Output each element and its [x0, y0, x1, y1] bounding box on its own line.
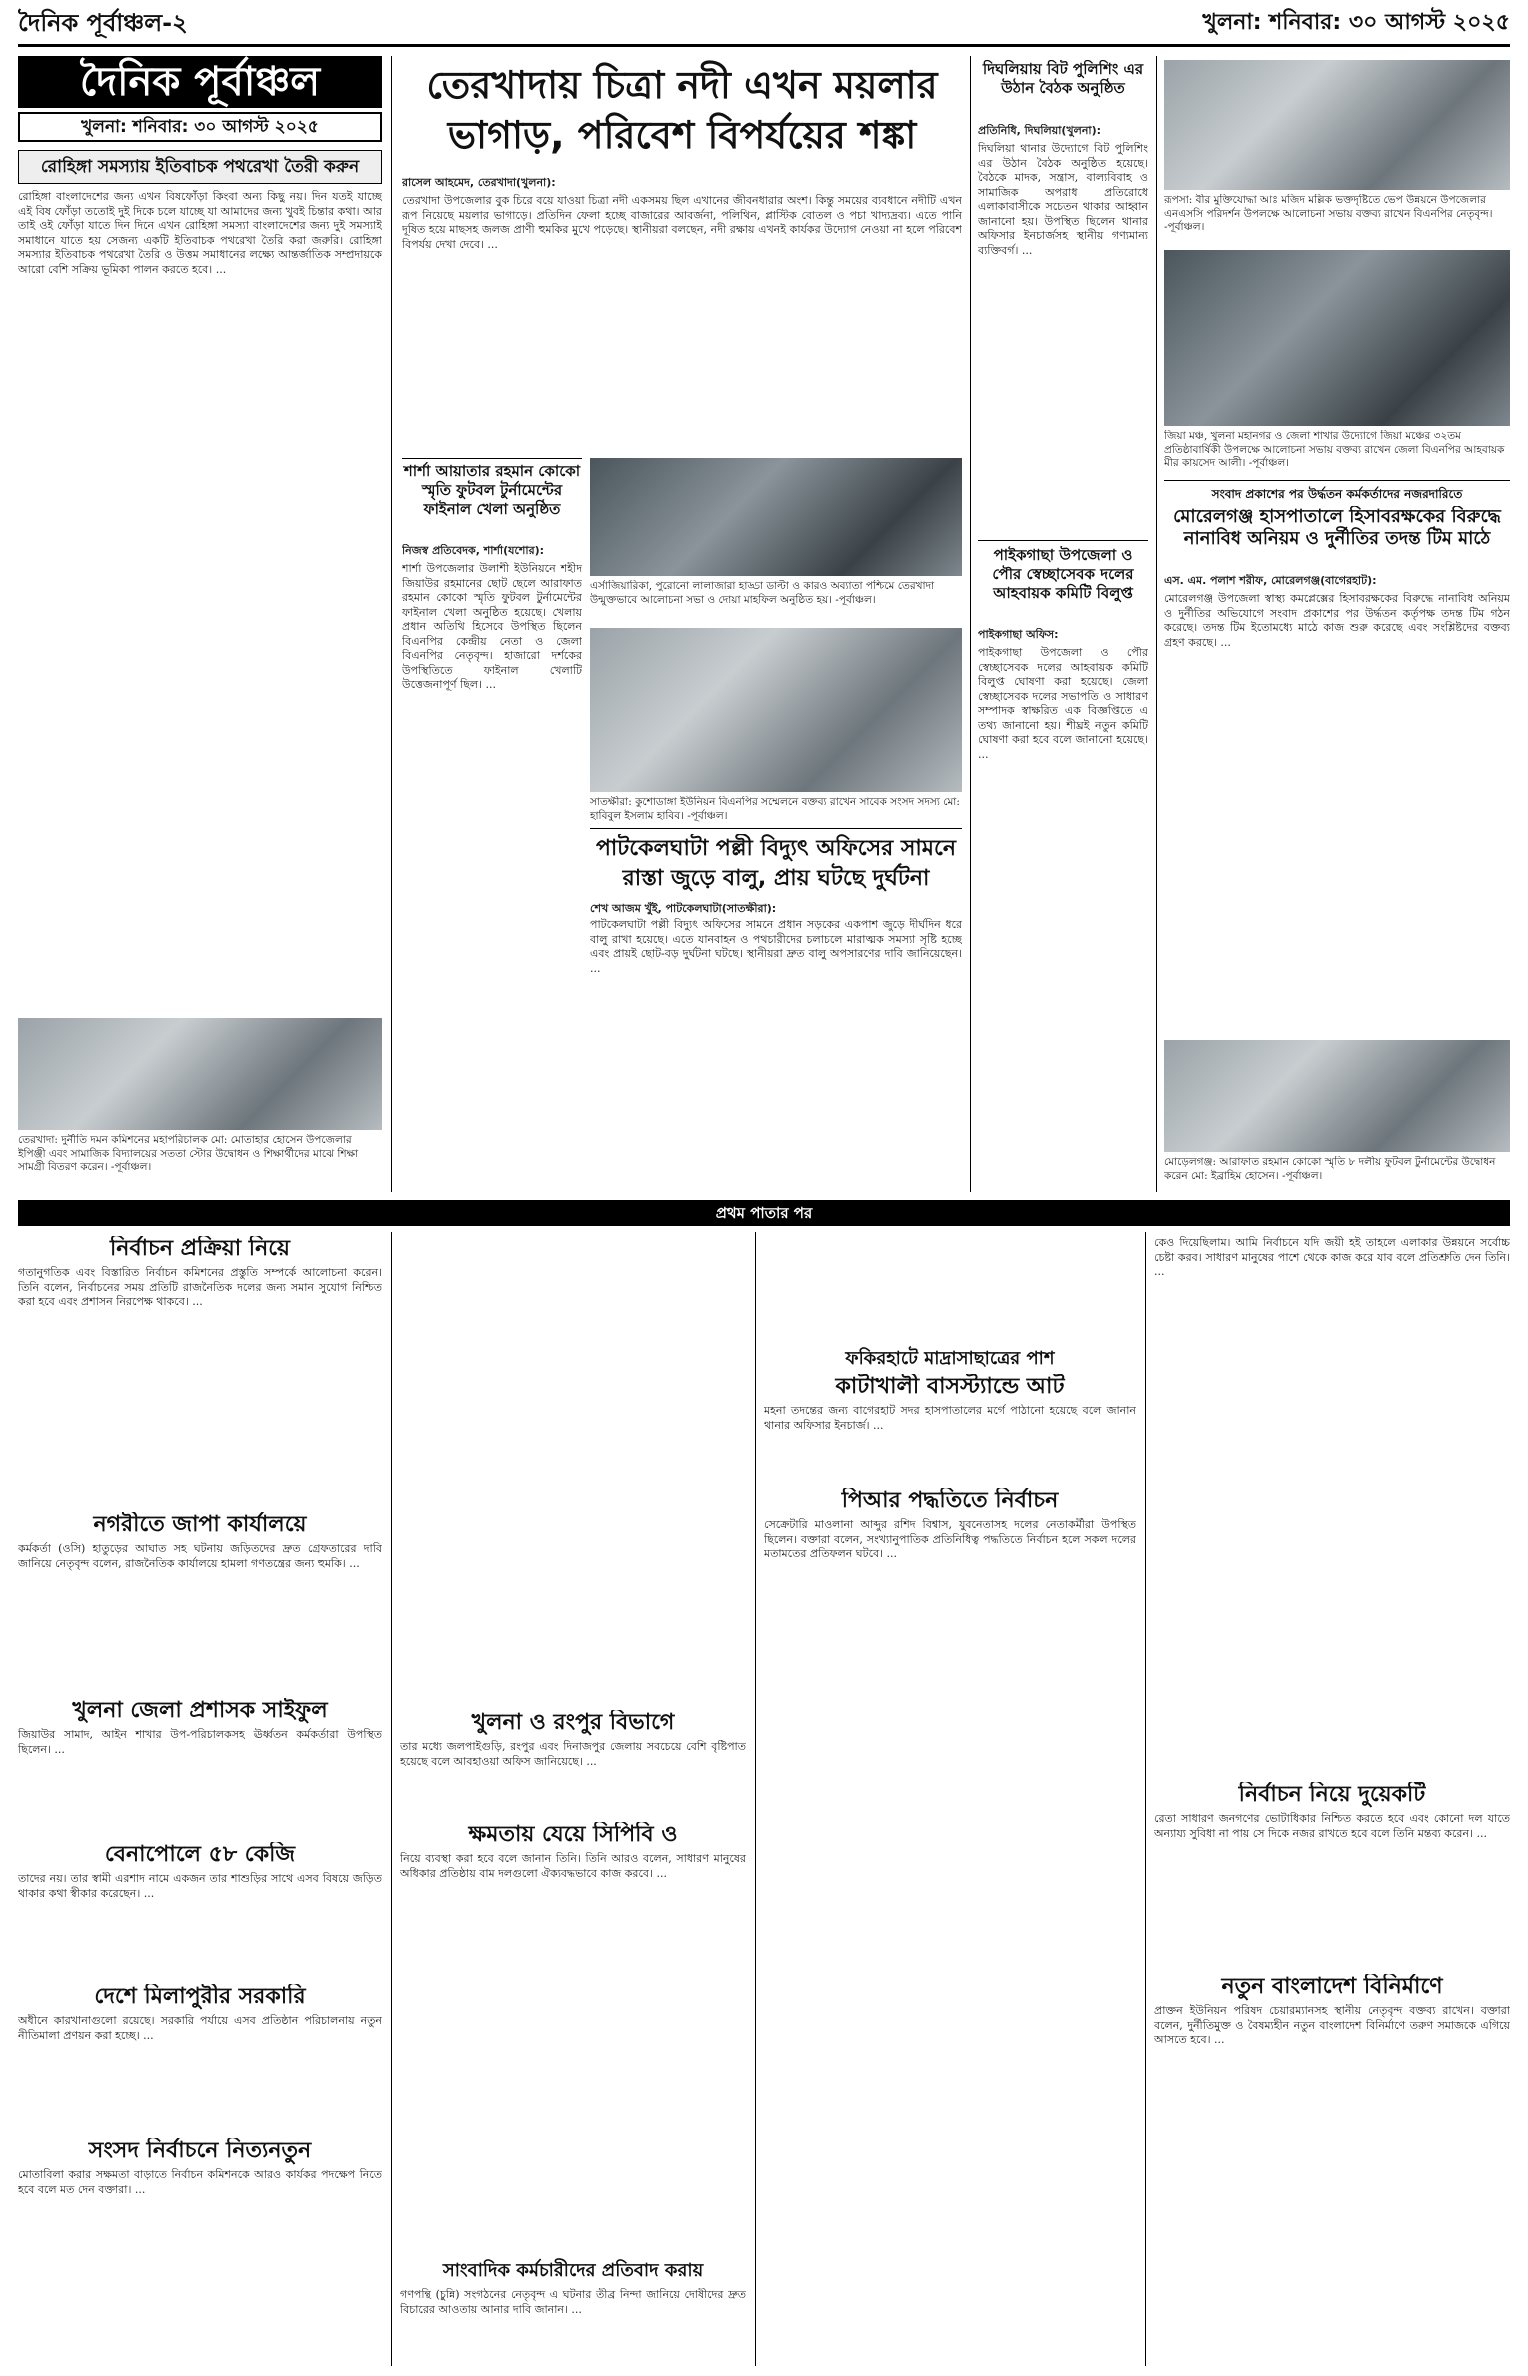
jump-parliament-body: মোতাবিলা করার সক্ষমতা বাড়াতে নির্বাচন কমিশনকে আরও কার্যকর পদক্ষেপ নিতে হবে বলে মত দেন বক্তারা। ...	[18, 2168, 382, 2196]
col-divider-2	[970, 56, 971, 1192]
hospital-body: মোরেলগঞ্জ উপজেলা স্বাস্থ্য কমপ্লেক্সের হিসাবরক্ষকের বিরুদ্ধে নানাবিধ অনিয়ম ও দুর্নীতির অভিযোগে সংবাদ প্রকাশের পর উর্দ্ধতন কর্তৃপক্ষ তদন্ত টিম গঠন করেছে। তদন্ত টিম ইতোমধ্যে মাঠে কাজ শুরু করেছে এবং সংশ্লিষ্টদের বক্তব্য গ্রহণ করছে। ...	[1164, 592, 1510, 649]
jump-parliament-headline: সংসদ নির্বাচনে নিত্যনতুন	[88, 2138, 312, 2163]
jump-cpb-body: নিয়ে ব্যবস্থা করা হবে বলে জানান তিনি। তিনি আরও বলেন, সাধারণ মানুষের অধিকার প্রতিষ্ঠায় বাম দলগুলো ঐক্যবদ্ধভাবে কাজ করবে। ...	[400, 1852, 746, 1880]
jump-journalist-body: গণপন্থি (চুন্নি) সংগঠনের নেতৃবৃন্দ এ ঘটনার তীব্র নিন্দা জানিয়ে দোষীদের দ্রুত বিচারের আওতায় আনার দাবি জানান। ...	[400, 2288, 746, 2316]
police-byline: প্রতিনিধি, দিঘলিয়া(খুলনা):	[978, 124, 1102, 137]
bridge-photo-caption: সাতক্ষীরা: কুশোডাঙ্গা ইউনিয়ন বিএনপির সম্মেলনে বক্তব্য রাখেন সাবেক সংসদ সদস্য মো: হাবিবুল ইসলাম হাবিব। -পূর্বাঞ্চল।	[590, 796, 960, 822]
jump-midnapur-headline: দেশে মিলাপুরীর সরকারি	[94, 1984, 306, 2009]
electric-headline: পাটকেলঘাটা পল্লী বিদ্যুৎ অফিসের সামনে রাস্তা জুড়ে বালু, প্রায় ঘটছে দুর্ঘটনা	[595, 836, 956, 891]
football-body-cont	[402, 896, 582, 1192]
jump-cycle-headline: খুলনা জেলা প্রশাসক সাইফুল	[72, 1698, 328, 1723]
hospital-rule	[1164, 480, 1510, 481]
electric-rule	[590, 828, 962, 829]
jump-fakirhat-headline: ফকিরহাটে মাদ্রাসাছাত্রের পাশ	[845, 1348, 1055, 1369]
paikgachha-headline: পাইকগাছা উপজেলা ও পৌর স্বেচ্ছাসেবক দলের আহবায়ক কমিটি বিলুপ্ত	[992, 546, 1134, 602]
paikgachha-body: পাইকগাছা উপজেলা ও পৌর স্বেচ্ছাসেবক দলের আহবায়ক কমিটি বিলুপ্ত ঘোষণা করা হয়েছে। জেলা স্বেচ্ছাসেবক দলের সভাপতি ও সাধারণ সম্পাদক স্বাক্ষরিত এক বিজ্ঞপ্তিতে এ তথ্য জানানো হয়। শীঘ্রই নতুন কমিটি ঘোষণা করা হবে বলে জানানো হয়েছে। ...	[978, 646, 1148, 761]
section-banner-label: প্রথম পাতার পর	[715, 1204, 813, 1222]
jump-pisar-headline: পিআর পদ্ধতিতে নির্বাচন	[841, 1488, 1059, 1513]
editorial-photo	[18, 1018, 382, 1130]
lead-byline: রাসেল আহমেদ, তেরখাদা(খুলনা):	[402, 176, 556, 189]
right-photo-3-caption: মোড়েলগঞ্জ: আরাফাত রহমান কোকো স্মৃতি ৮ দলীয় ফুটবল টুর্নামেন্টের উদ্বোধন করেন মো: ইব্রাহিম হোসেন। -পূর্বাঞ্চল।	[1164, 1156, 1496, 1182]
jump-jatiya-headline: নগরীতে জাপা কার্যালয়ে	[93, 1512, 307, 1537]
top-bar-left: দৈনিক পূর্বাঞ্চল-২	[18, 9, 188, 37]
paikgachha-rule	[978, 540, 1148, 541]
football-body: শার্শা উপজেলার উলাশী ইউনিয়নে শহীদ জিয়াউর রহমানের ছোট ছেলে আরাফাত রহমান কোকো স্মৃতি ফুটবল টুর্নামেন্টের ফাইনাল খেলা অনুষ্ঠিত হয়েছে। খেলায় প্রধান অতিথি হিসেবে উপস্থিত ছিলেন বিএনপির কেন্দ্রীয় নেতা ও জেলা বিএনপির নেতৃবৃন্দ। হাজারো দর্শকের উপস্থিতিতে ফাইনাল খেলাটি উত্তেজনাপূর্ণ ছিল। ...	[402, 562, 582, 691]
hospital-byline: এস. এম. পলাশ শরীফ, মোরেলগঞ্জ(বাগেরহাট):	[1164, 574, 1377, 587]
jump-newsumit-headline: নির্বাচন নিয়ে দুয়েকটি	[1238, 1782, 1426, 1807]
jump-election-body: গতানুগতিক এবং বিস্তারিত নির্বাচন কমিশনের প্রস্তুতি সম্পর্কে আলোচনা করেন। তিনি বলেন, নির্বাচনের সময় প্রতিটি রাজনৈতিক দলের জন্য সমান সুযোগ নিশ্চিত করা হবে এবং প্রশাসন নিরপেক্ষ থাকবে। ...	[18, 1266, 382, 1308]
paikgachha-byline: পাইকগাছা অফিস:	[978, 628, 1059, 641]
bridge-photo	[590, 628, 962, 792]
jump-fakirhat-sub: কাটাখালী বাসস্ট্যান্ডে আট	[835, 1374, 1065, 1399]
masthead-date: খুলনা: শনিবার: ৩০ আগস্ট ২০২৫	[18, 112, 382, 142]
football-rule	[402, 458, 582, 459]
jump-benapole-headline: বেনাপোলে ৫৮ কেজি	[104, 1842, 296, 1867]
jump-cpb-headline: ক্ষমতায় যেয়ে সিপিবি ও	[468, 1822, 678, 1847]
football-byline: নিজস্ব প্রতিবেদক, শার্শা(যশোর):	[402, 544, 545, 557]
jump-cycle-body: জিয়াউর সামাদ, আইন শাখার উপ-পরিচালকসহ ঊর্ধ্বতন কর্মকর্তারা উপস্থিত ছিলেন। ...	[18, 1728, 382, 1756]
jump-newbd-body: প্রাক্তন ইউনিয়ন পরিষদ চেয়ারম্যানসহ স্থানীয় নেতৃবৃন্দ বক্তব্য রাখেন। বক্তারা বলেন, দুর্নীতিমুক্ত ও বৈষম্যহীন নতুন বাংলাদেশ বিনির্মাণে তরুণ সমাজকে এগিয়ে আসতে হবে। ...	[1154, 2004, 1510, 2046]
jump-khulna-rangpur-body: তার মধ্যে জলপাইগুড়ি, রংপুর এবং দিনাজপুর জেলায় সবচেয়ে বেশি বৃষ্টিপাত হয়েছে বলে আবহাওয়া অফিস জানিয়েছে। ...	[400, 1740, 746, 1768]
bottom-divider-1	[391, 1232, 392, 2366]
hospital-kicker: সংবাদ প্রকাশের পর উর্দ্ধতন কর্মকর্তাদের নজরদারিতে	[1211, 487, 1463, 501]
jump-khulna-rangpur-headline: খুলনা ও রংপুর বিভাগে	[471, 1710, 675, 1735]
electric-body: পাটকেলঘাটা পল্লী বিদ্যুৎ অফিসের সামনে প্রধান সড়কের একপাশ জুড়ে দীর্ঘদিন ধরে বালু রাখা হয়েছে। এতে যানবাহন ও পথচারীদের চলাচলে মারাত্মক সমস্যা সৃষ্টি হচ্ছে এবং প্রায়ই ছোট-বড় দুর্ঘটনা ঘটছে। স্থানীয়রা দ্রুত বালু অপসারণের দাবি জানিয়েছেন। ...	[590, 918, 962, 975]
bottom-divider-3	[1145, 1232, 1146, 2366]
right-photo-1-caption: রূপসা: বীর মুক্তিযোদ্ধা আঃ মজিদ মল্লিক ভক্তদৃষ্টিতে ভেপ উন্নয়নে উপজেলার এনএসসি পরিদর্শন উপলক্ষে আলোচনা সভায় বক্তব্য রাখেন বিএনপির নেতৃবৃন্দ। -পূর্বাঞ্চল।	[1164, 194, 1493, 233]
police-body: দিঘলিয়া থানার উদ্যোগে বিট পুলিশিং এর উঠান বৈঠক অনুষ্ঠিত হয়েছে। বৈঠকে মাদক, সন্ত্রাস, বাল্যবিবাহ ও সামাজিক অপরাধ প্রতিরোধে এলাকাবাসীকে সচেতন থাকার আহ্বান জানানো হয়। উপস্থিত ছিলেন থানার অফিসার ইনচার্জসহ স্থানীয় গণ্যমান্য ব্যক্তিবর্গ। ...	[978, 142, 1148, 257]
editorial-headline: রোহিঙ্গা সমস্যায় ইতিবাচক পথরেখা তৈরী করুন	[18, 150, 382, 184]
jump-newsumit-body: রেতা সাধারণ জনগণের ভোটাধিকার নিশ্চিত করতে হবে এবং কোনো দল যাতে অন্যায্য সুবিধা না পায় সে দিকে নজর রাখতে হবে বলে তিনি মন্তব্য করেন। ...	[1154, 1812, 1510, 1840]
jump-fakirhat-body: মহনা তদন্তের জন্য বাগেরহাট সদর হাসপাতালের মর্গে পাঠানো হয়েছে বলে জানান থানার অফিসার ইনচার্জ। ...	[764, 1404, 1136, 1432]
jump-midnapur-body: অধীনে কারখানাগুলো রয়েছে। সরকারি পর্যায়ে এসব প্রতিষ্ঠান পরিচালনায় নতুন নীতিমালা প্রণয়ন করা হচ্ছে। ...	[18, 2014, 382, 2042]
right-photo-2	[1164, 250, 1510, 426]
top-bar-right: খুলনা: শনিবার: ৩০ আগস্ট ২০২৫	[1202, 10, 1510, 35]
jump-journalist-headline: সাংবাদিক কর্মচারীদের প্রতিবাদ করায়	[442, 2260, 704, 2281]
jump-benapole-body: তাদের নয়। তার স্বামী এরশাদ নামে একজন তার শাশুড়ির সাথে এসব বিষয়ে জড়িত থাকার কথা স্বীকার করেছেন। ...	[18, 1872, 382, 1900]
jump-election-headline: নির্বাচন প্রক্রিয়া নিয়ে	[109, 1236, 291, 1261]
lead-photo	[590, 458, 962, 576]
col2-body-top	[400, 1236, 746, 1706]
editorial-body: রোহিঙ্গা বাংলাদেশের জন্য এখন বিষফোঁড়া কিংবা অন্য কিছু নয়। দিন যতই যাচ্ছে এই বিষ ফোঁড়া ততোই দুই দিকে চলে যাচ্ছে যা আমাদের জন্য খুবই চিন্তার কথা। আর তাই ওই ফোঁড়া যাতে দিন দিনে এখন রোহিঙ্গা সমস্যা বাংলাদেশের জন্য দুই সমস্যাই সমাধানে যাতে হয় সেজন্য একটি ইতিবাচক পথরেখা তৈরি করা জরুরি। রোহিঙ্গা সমস্যার ইতিবাচক পথরেখা তৈরি ও উত্তম সমাধানের লক্ষ্যে আন্তর্জাতিক সম্প্রদায়কে আরো বেশি সক্রিয় ভূমিকা পালন করতে হবে। ...	[18, 190, 382, 276]
col3-body-top	[764, 1236, 1136, 1340]
right-photo-3	[1164, 1040, 1510, 1152]
lead-photo-caption: এর্সাজিয়ারিকা, পুরোনো লালাজারা হাড্ডা ডাল্টা ও কারও অব্যাতা পশ্চিমে তেরখাদা উন্মুক্তভাবে আলোচনা সভা ও দোয়া মাহফিল অনুষ্ঠিত হয়। -পূর্বাঞ্চল।	[590, 580, 935, 606]
electric-byline: শেখ আজম খুঁই, পাটকেলঘাটা(সাতক্ষীরা):	[590, 902, 777, 915]
police-headline: দিঘলিয়ায় বিট পুলিশিং এর উঠান বৈঠক অনুষ্ঠিত	[982, 60, 1144, 97]
right-photo-2-caption: জিয়া মঞ্চ, খুলনা মহানগর ও জেলা শাখার উদ্যোগে জিয়া মঞ্চের ৩২তম প্রতিষ্ঠাবার্ষিকী উপলক্ষে আলোচনা সভায় বক্তব্য রাখেন জেলা বিএনপির আহবায়ক মীর কায়সেদ আলী। -পূর্বাঞ্চল।	[1164, 430, 1505, 469]
football-headline: শার্শা আয়াতার রহমান কোকো স্মৃতি ফুটবল টুর্নামেন্টের ফাইনাল খেলা অনুষ্ঠিত	[403, 462, 581, 518]
hospital-headline: মোরেলগঞ্জ হাসপাতালে হিসাবরক্ষকের বিরুদ্ধে নানাবিধ অনিয়ম ও দুর্নীতির তদন্ত টিম মাঠে	[1173, 506, 1501, 549]
section-banner	[18, 1200, 1510, 1226]
bottom-divider-2	[755, 1232, 756, 2366]
top-rule	[18, 44, 1510, 47]
jump-jatiya-body: কর্মকর্তা (ওসি) হাতুড়ের আঘাত সহ ঘটনায় জড়িতদের দ্রুত গ্রেফতারের দাবি জানিয়ে নেতৃবৃন্দ বলেন, রাজনৈতিক কার্যালয়ে হামলা গণতন্ত্রের জন্য হুমকি। ...	[18, 1542, 382, 1570]
lead-body: তেরখাদা উপজেলার বুক চিরে বয়ে যাওয়া চিত্রা নদী একসময় ছিল এখানের জীবনধারার অংশ। কিন্তু সময়ের ব্যবধানে নদীটি এখন রূপ নিয়েছে ময়লার ভাগাড়ে। প্রতিদিন ফেলা হচ্ছে বাজারের আবর্জনা, পলিথিন, প্লাস্টিক বোতল ও পচা খাদ্যদ্রব্য। এতে পানি দূষিত হয়ে মাছসহ জলজ প্রাণী হুমকির মুখে পড়েছে। স্থানীয়রা বলছেন, নদী রক্ষায় এখনই কার্যকর উদ্যোগ নেওয়া না হলে পরিবেশ বিপর্যয় দেখা দেবে। ...	[402, 194, 962, 251]
masthead-box	[18, 56, 382, 108]
masthead-title: দৈনিক পূর্বাঞ্চল	[79, 59, 321, 105]
editorial-photo-caption: তেরখাদা: দুর্নীতি দমন কমিশনের মহাপরিচালক মো: মোতাহার হোসেন উপজেলার ইপিঞ্জী এবং সামাজিক বিদ্যালয়ের সততা স্টোর উদ্বোধন ও শিক্ষার্থীদের মাঝে শিক্ষা সামগ্রী বিতরণ করেন। -পূর্বাঞ্চল।	[18, 1134, 359, 1173]
col-divider-3	[1156, 56, 1157, 1192]
col-divider-1	[391, 56, 392, 1192]
jump-newbd-headline: নতুন বাংলাদেশ বিনির্মাণে	[1221, 1974, 1443, 1999]
right-photo-1	[1164, 60, 1510, 190]
jump-mayor-body: কেও দিয়েছিলাম। আমি নির্বাচনে যদি জয়ী হই তাহলে এলাকার উন্নয়নে সর্বোচ্চ চেষ্টা করব। সাধারণ মানুষের পাশে থেকে কাজ করে যাব বলে প্রতিশ্রুতি দেন তিনি। ...	[1154, 1236, 1510, 1278]
lead-headline: তেরখাদায় চিত্রা নদী এখন ময়লার ভাগাড়, পরিবেশ বিপর্যয়ের শঙ্কা	[426, 63, 938, 157]
jump-pisar-body: সেক্রেটারি মাওলানা আব্দুর রশিদ বিশ্বাস, যুবনেতাসহ দলের নেতাকর্মীরা উপস্থিত ছিলেন। বক্তারা বলেন, সংখ্যানুপাতিক প্রতিনিধিত্ব পদ্ধতিতে নির্বাচন হলে সকল দলের মতামতের প্রতিফলন ঘটবে। ...	[764, 1518, 1136, 1560]
